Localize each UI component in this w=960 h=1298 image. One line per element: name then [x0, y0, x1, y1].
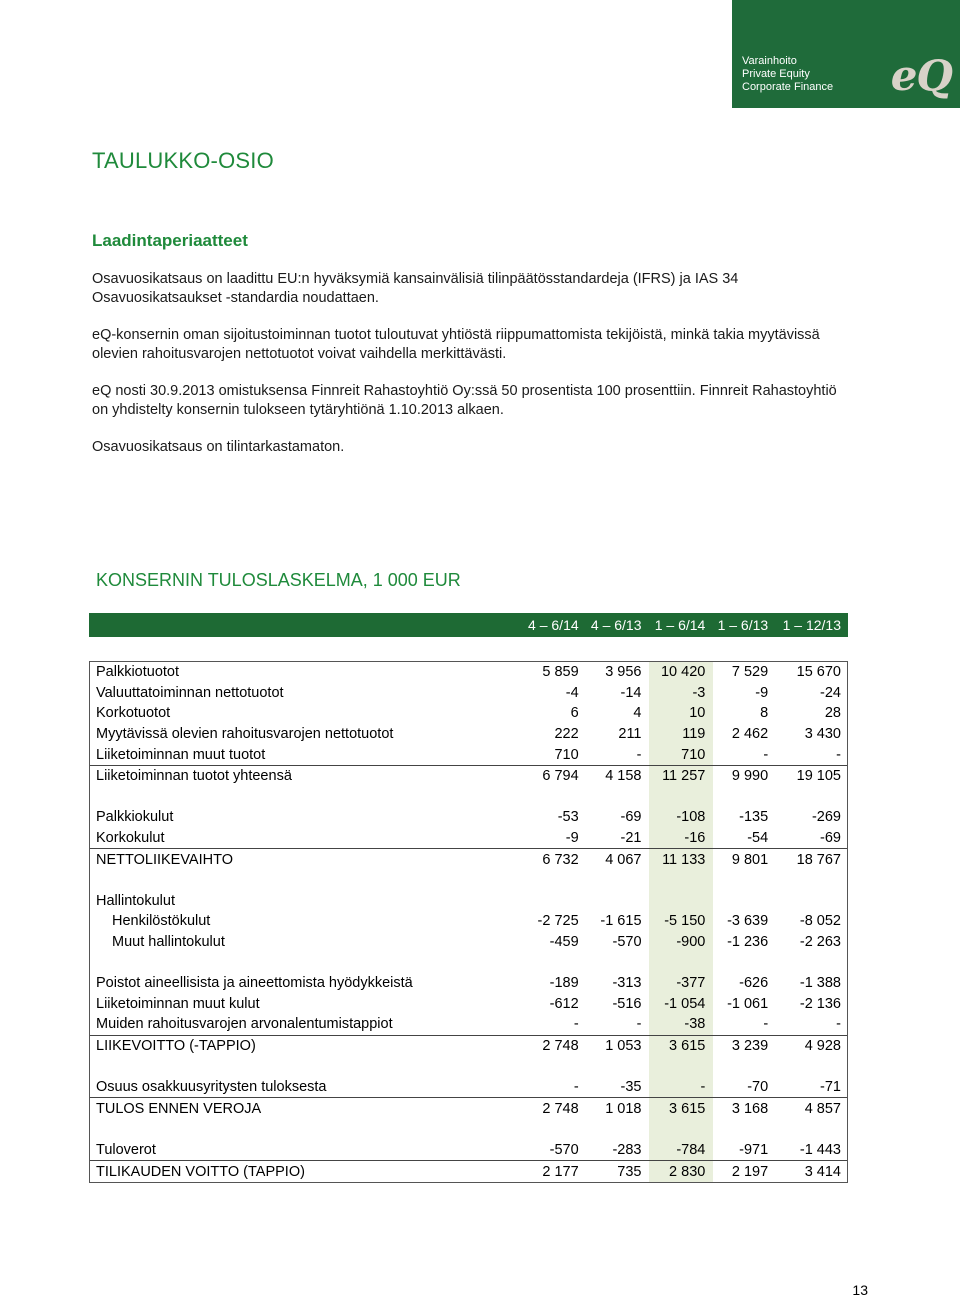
row-value: 735 [617, 1163, 642, 1180]
header-period: 1 – 12/13 [782, 617, 841, 633]
row-value: - [836, 1016, 841, 1033]
header-period: 4 – 6/14 [528, 617, 579, 633]
row-value: -108 [676, 809, 706, 826]
row-value: -516 [612, 995, 642, 1012]
row-value: 3 239 [731, 1037, 769, 1054]
row-value: -570 [612, 934, 642, 951]
row-value: -9 [755, 684, 769, 701]
row-label: Muiden rahoitusvarojen arvonalentumistappiot [96, 1016, 393, 1033]
row-value: 2 748 [542, 1100, 579, 1117]
row-value: 6 [570, 705, 579, 722]
row-value: -38 [684, 1016, 706, 1033]
row-value: 10 [689, 705, 706, 722]
paragraph-finnreit: eQ nosti 30.9.2013 omistuksensa Finnreit Rahastoyhtiö Oy:ssä 50 prosentista 100 prosenttiin. Finnreit Rahastoyhtiö on yhdistelty konsernin tulokseen tytäryhtiönä 1.10.2013 alkaen. [92, 383, 837, 418]
row-label: Henkilöstökulut [112, 913, 211, 930]
row-value: 1 053 [605, 1037, 642, 1054]
row-value: 3 615 [669, 1100, 706, 1117]
row-label: Korkokulut [96, 830, 165, 847]
row-value: -4 [565, 684, 579, 701]
row-value: -135 [739, 809, 769, 826]
row-label: Palkkiokulut [96, 809, 174, 826]
row-value: 11 133 [662, 851, 706, 868]
row-value: -189 [549, 975, 579, 992]
header-period: 1 – 6/14 [654, 617, 706, 633]
logo-mark: eQ [890, 51, 952, 100]
row-value: 9 990 [731, 768, 769, 785]
row-value: -70 [747, 1079, 769, 1096]
row-value: -8 052 [799, 913, 841, 930]
row-value: 4 928 [804, 1037, 841, 1054]
row-value: -2 725 [537, 913, 579, 930]
row-value: -1 054 [664, 995, 706, 1012]
row-value: - [573, 1079, 579, 1096]
table-row [90, 1014, 847, 1035]
row-value: 6 794 [542, 768, 579, 785]
table-row [90, 828, 847, 849]
row-value: 2 177 [542, 1163, 579, 1180]
row-value: 5 859 [542, 664, 579, 681]
row-value: 15 670 [796, 664, 841, 681]
row-value: 1 018 [605, 1100, 642, 1117]
table-row [90, 807, 847, 828]
row-value: 2 197 [731, 1163, 769, 1180]
row-value: 6 732 [542, 851, 579, 868]
table-header [89, 613, 848, 637]
paragraph-investment-income: eQ-konsernin oman sijoitustoiminnan tuotot tuloutuvat yhtiöstä riippumattomista tekijöistä, minkä takia myytävissä olevien rahoitusvarojen nettotuotot voivat vaihdella merkittävästi. [92, 327, 820, 362]
row-value: -313 [612, 975, 642, 992]
row-value: 3 956 [605, 664, 642, 681]
row-value: 3 168 [731, 1100, 769, 1117]
row-value: 119 [682, 726, 706, 743]
row-value: - [636, 746, 642, 763]
row-value: - [573, 1016, 579, 1033]
row-value: 2 462 [731, 726, 769, 743]
row-value: -1 443 [799, 1141, 841, 1158]
row-value: 4 [633, 705, 642, 722]
row-value: -459 [549, 934, 579, 951]
row-value: 3 615 [669, 1037, 706, 1054]
row-value: -3 639 [727, 913, 769, 930]
section-subtitle: Laadintaperiaatteet [92, 231, 248, 250]
row-value: -3 [692, 684, 706, 701]
row-value: -377 [676, 975, 706, 992]
spacer-row [90, 870, 847, 891]
row-value: 2 748 [542, 1037, 579, 1054]
row-value: -626 [739, 975, 769, 992]
row-label: TILIKAUDEN VOITTO (TAPPIO) [96, 1163, 305, 1180]
paragraph-ifrs: Osavuosikatsaus on laadittu EU:n hyväksymiä kansainvälisiä tilinpäätösstandardeja (IFRS) ja IAS 34 Osavuosikatsaukset -standardia noudattaen. [92, 271, 739, 306]
row-value: 11 257 [662, 768, 706, 785]
row-value: -1 236 [727, 934, 769, 951]
row-value: 211 [618, 726, 642, 743]
table-title: KONSERNIN TULOSLASKELMA, 1 000 EUR [96, 570, 461, 590]
row-value: -612 [549, 995, 579, 1012]
table-row [90, 994, 847, 1015]
row-value: -53 [557, 809, 579, 826]
table-row [90, 1035, 847, 1057]
table-row [90, 1077, 847, 1098]
table-row [90, 932, 847, 953]
table-row [90, 683, 847, 704]
row-label: Korkotuotot [96, 705, 171, 722]
table-row [90, 703, 847, 724]
row-value: -283 [612, 1141, 642, 1158]
row-value: - [700, 1079, 706, 1096]
row-value: -71 [820, 1079, 841, 1096]
row-value: 4 857 [804, 1100, 841, 1117]
row-value: -570 [549, 1141, 579, 1158]
table-row [90, 1160, 847, 1182]
table-row [90, 1140, 847, 1161]
row-value: -21 [620, 830, 642, 847]
row-label: NETTOLIIKEVAIHTO [96, 851, 233, 868]
spacer-row [90, 1056, 847, 1077]
row-value: -14 [620, 684, 642, 701]
table-row [90, 891, 847, 912]
row-value: 3 430 [804, 726, 841, 743]
row-value: -1 615 [600, 913, 642, 930]
table-body [89, 661, 848, 1183]
row-value: -2 263 [799, 934, 841, 951]
page-number: 13 [852, 1282, 868, 1298]
row-value: -35 [620, 1079, 642, 1096]
row-label: Palkkiotuotot [96, 664, 180, 681]
row-label: Valuuttatoiminnan nettotuotot [96, 684, 284, 701]
table-row [90, 1097, 847, 1119]
row-value: - [763, 1016, 769, 1033]
spacer-row [90, 787, 847, 808]
row-value: 9 801 [731, 851, 769, 868]
row-value: 28 [824, 705, 841, 722]
logo-line-3: Corporate Finance [742, 81, 834, 93]
row-value: -900 [676, 934, 706, 951]
logo-tagline [742, 55, 862, 94]
row-label: Liiketoiminnan muut kulut [96, 995, 260, 1012]
row-label: Muut hallintokulut [112, 934, 225, 951]
row-value: - [636, 1016, 642, 1033]
row-value: 8 [760, 705, 769, 722]
row-label: Poistot aineellisista ja aineettomista hyödykkeistä [96, 975, 413, 992]
row-value: 18 767 [796, 851, 841, 868]
row-value: 19 105 [796, 768, 841, 785]
logo-line-1: Varainhoito [742, 55, 797, 67]
table-row [90, 911, 847, 932]
row-value: -16 [684, 830, 706, 847]
row-value: 4 158 [605, 768, 642, 785]
row-value: 710 [681, 746, 706, 763]
row-label: Tuloverot [96, 1141, 156, 1158]
row-value: -69 [620, 809, 642, 826]
row-value: 10 420 [660, 664, 706, 681]
row-label: Liiketoiminnan tuotot yhteensä [96, 768, 292, 785]
spacer-row [90, 952, 847, 973]
row-value: -69 [820, 830, 841, 847]
table-row [90, 724, 847, 745]
row-value: -2 136 [799, 995, 841, 1012]
table-row [90, 848, 847, 870]
header-period: 1 – 6/13 [717, 617, 769, 633]
row-value: 3 414 [804, 1163, 841, 1180]
row-label: TULOS ENNEN VEROJA [96, 1100, 262, 1117]
row-value: 2 830 [669, 1163, 706, 1180]
row-label: Myytävissä olevien rahoitusvarojen nettotuotot [96, 726, 394, 743]
row-label: Hallintokulut [96, 892, 175, 909]
row-value: -54 [747, 830, 769, 847]
row-value: - [763, 746, 769, 763]
row-value: -971 [739, 1141, 769, 1158]
table-row [90, 744, 847, 765]
header-period: 4 – 6/13 [590, 617, 642, 633]
row-value: -1 061 [727, 995, 769, 1012]
table-row [90, 973, 847, 994]
row-value: 7 529 [731, 664, 769, 681]
row-value: -24 [820, 684, 841, 701]
page-title: TAULUKKO-OSIO [92, 148, 274, 173]
paragraph-unaudited: Osavuosikatsaus on tilintarkastamaton. [92, 439, 345, 455]
row-value: -5 150 [664, 913, 706, 930]
income-statement-table [89, 613, 848, 1183]
row-value: 4 067 [605, 851, 642, 868]
row-label: LIIKEVOITTO (-TAPPIO) [96, 1037, 256, 1054]
row-value: -269 [811, 809, 841, 826]
table-row [90, 765, 847, 787]
row-label: Liiketoiminnan muut tuotot [96, 746, 266, 763]
row-value: - [836, 746, 841, 763]
row-label: Osuus osakkuusyritysten tuloksesta [96, 1079, 327, 1096]
table-row [90, 662, 847, 683]
row-value: 710 [554, 746, 579, 763]
row-value: 222 [554, 726, 579, 743]
logo-line-2: Private Equity [742, 68, 810, 80]
spacer-row [90, 1119, 847, 1140]
row-value: -9 [565, 830, 579, 847]
row-value: -784 [676, 1141, 706, 1158]
row-value: -1 388 [799, 975, 841, 992]
eq-logo [732, 0, 960, 108]
